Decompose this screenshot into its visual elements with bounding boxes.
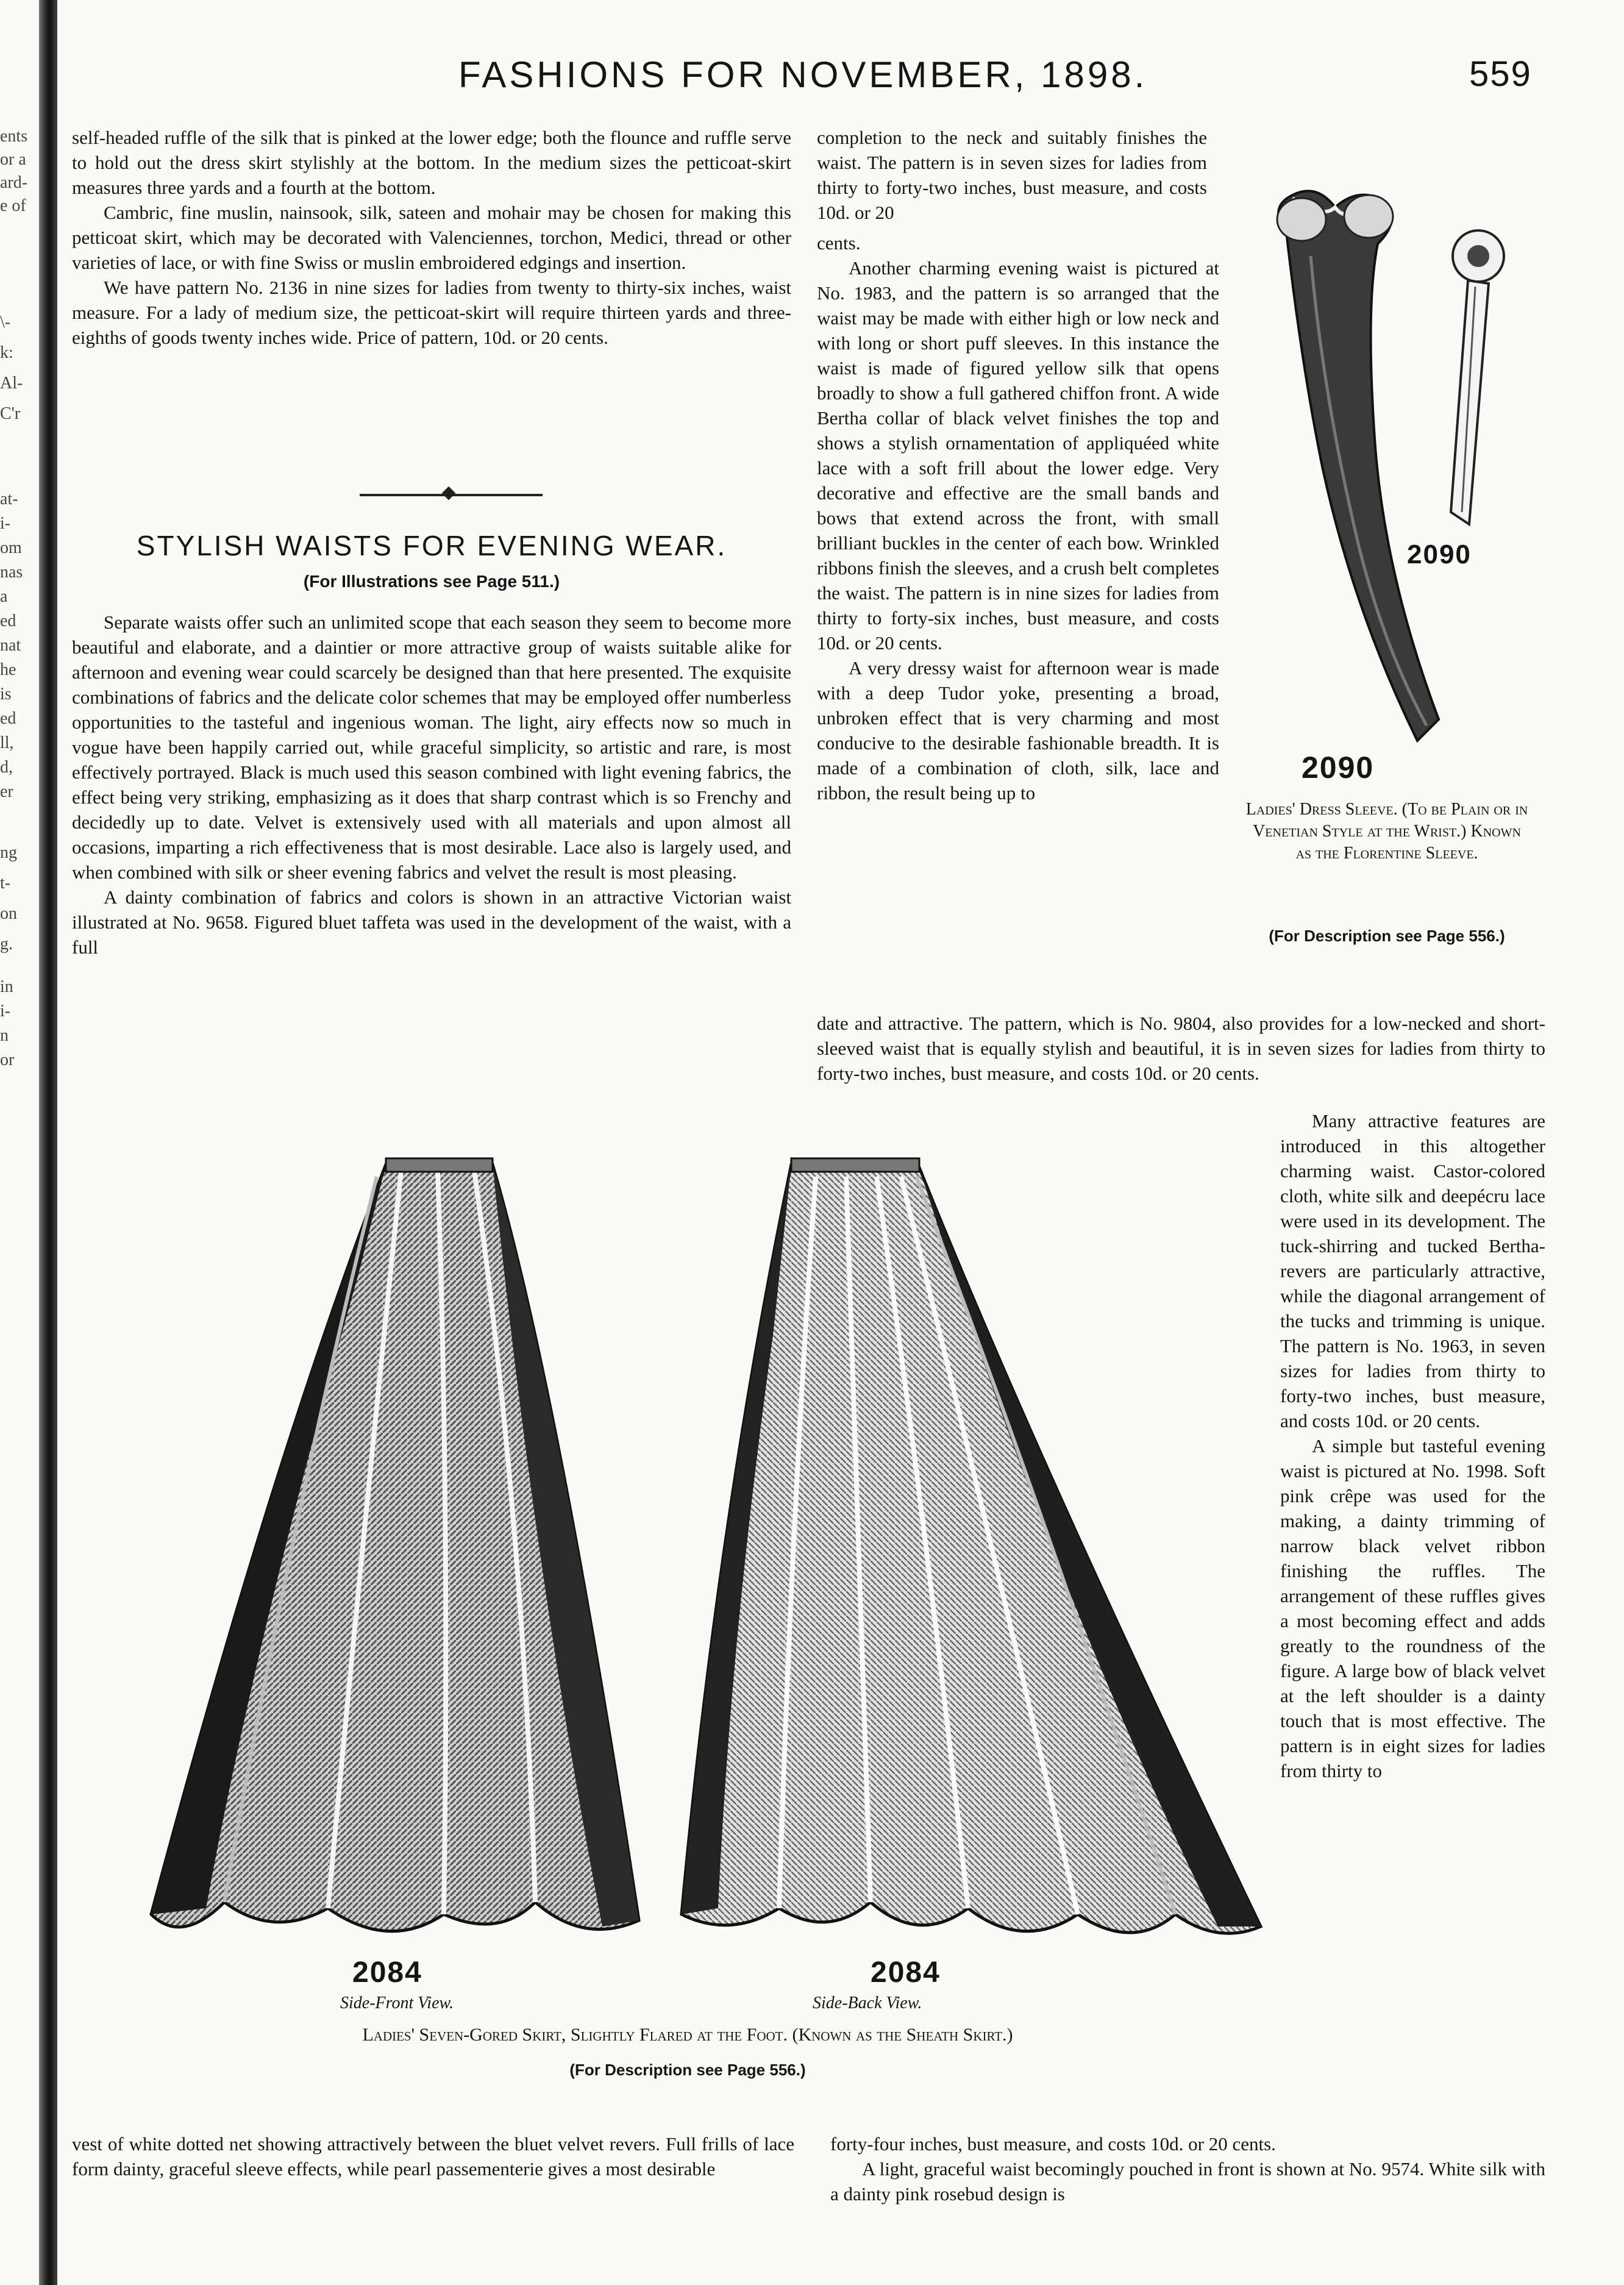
footer-right-column	[830, 2131, 1545, 2206]
paragraph: A light, graceful waist becomingly pouched in front is shown at No. 9574. White silk with a dainty pink rosebud design is	[830, 2158, 1545, 2205]
paragraph: We have pattern No. 2136 in nine sizes for ladies from twenty to thirty-six inches, waist measure. For a lady of medium size, the petticoat-skirt will require thirteen yards and three-eighths of goods twenty inches wide. Price of pattern, 10d. or 20 cents.	[72, 277, 791, 348]
gutter-fragment: C'r	[0, 404, 21, 423]
figure-reference: (For Description see Page 556.)	[1269, 927, 1505, 945]
skirt-illustration	[72, 1152, 1267, 1969]
paragraph: cents.	[817, 232, 861, 254]
gutter-fragment: or	[0, 1050, 15, 1069]
view-label-front: Side-Front View.	[340, 1994, 454, 2012]
paragraph: Many attractive features are introduced in this altogether charming waist. Castor-colored cloth, white silk and deepécru lace were used in its development. The tuck-shirring and tucked Bertha-revers are particularly attractive, while the diagonal arrangement of the tucks and trimming is unique. The pattern is No. 1963, in seven sizes for ladies from thirty to forty-two inches, bust measure, and costs 10d. or 20 cents.	[1280, 1110, 1545, 1431]
gutter-fragment: t-	[0, 874, 11, 893]
gutter-fragment: ents	[0, 127, 28, 146]
figure-caption: Ladies' Seven-Gored Skirt, Slightly Flared at the Foot. (Known as the Sheath Skirt.)	[362, 2025, 1013, 2045]
gutter-fragment: in	[0, 977, 13, 996]
gutter-fragment: at-	[0, 490, 18, 508]
gutter-fragment: er	[0, 782, 13, 801]
gutter-fragment: on	[0, 904, 17, 923]
paragraph: date and attractive. The pattern, which is No. 9804, also provides for a low-necked and short-sleeved waist that is equally stylish and beautiful, it is in seven sizes for ladies from thirty to forty-two inches, bust measure, and costs 10d. or 20 cents.	[817, 1013, 1545, 1084]
gutter-fragment: k:	[0, 343, 13, 362]
paragraph: Separate waists offer such an unlimited scope that each season they seem to become more beautiful and elaborate, and a daintier or more attractive group of waists suitable alike for afternoon and evening wear could scarcely be designed than that here presented. The exquisite combinations of fabrics and the delicate color schemes that may be employed offer numberless opportunities to the tasteful and ingenious woman. The light, airy effects now so much in vogue have been happily carried out, while graceful simplicity, so artistic and rare, is most effectively portrayed. Black is much used this season combined with light evening fabrics, the effect being very striking, emphasizing as it does that sharp contrast which is so Frenchy and decidedly up to date. Velvet is extensively used with all materials and upon almost all occasions, imparting a rich effectiveness that is most desirable. Lace also is largely used, and when combined with silk or sheer evening fabrics and velvet the result is most pleasing.	[72, 611, 791, 883]
gutter-fragment: \-	[0, 313, 11, 332]
figure-reference: (For Description see Page 556.)	[569, 2061, 806, 2079]
figure-number: 2090	[1407, 540, 1472, 569]
gutter-fragment: is	[0, 685, 12, 704]
gutter-fragment: nat	[0, 636, 21, 655]
gutter-fragment: om	[0, 538, 22, 557]
figure-number-front: 2084	[352, 1956, 422, 1989]
footer-left-column	[72, 2131, 794, 2181]
section-divider	[360, 494, 543, 496]
gutter-fragment: ng	[0, 843, 17, 862]
paragraph: Another charming evening waist is pictured at No. 1983, and the pattern is so arranged that the waist may be made with either high or low neck and with long or short puff sleeves. In this instance the waist is made of figured yellow silk that opens broadly to show a full gathered chiffon front. A wide Bertha collar of black velvet finishes the top and shows a stylish ornamentation of appliquéed white lace with a soft frill about the lower edge. Very decorative and effective are the small bands and bows that extend across the front, with small brilliant buckles in the center of each bow. Wrinkled ribbons finish the sleeves, and a crush belt completes the waist. The pattern is in nine sizes for ladies from thirty to forty-six inches, bust measure, and costs 10d. or 20 cents.	[817, 257, 1219, 654]
paragraph: completion to the neck and suitably finishes the waist. The pattern is in seven sizes for ladies from thirty to forty-two inches, bust measure, and costs 10d. or 20	[817, 127, 1207, 223]
gutter-fragment: he	[0, 660, 16, 679]
gutter-fragment: ard-	[0, 173, 28, 192]
paragraph: A very dressy waist for afternoon wear is made with a deep Tudor yoke, presenting a broad, unbroken effect that is very charming and most conducive to the desirable fashionable breadth. It is made of a combination of cloth, silk, lace and ribbon, the result being up to	[817, 657, 1219, 804]
gutter-fragment: ed	[0, 709, 16, 728]
figure-caption: Ladies' Dress Sleeve. (To be Plain or in Venetian Style at the Wrist.) Known as the Florentine Sleeve.	[1245, 800, 1528, 863]
gutter-fragment: Al-	[0, 374, 23, 393]
right-column-narrow	[817, 230, 1219, 805]
section-reference: (For Illustrations see Page 511.)	[303, 572, 560, 591]
gutter-fragment: i-	[0, 514, 11, 533]
binding-shadow	[39, 0, 57, 2285]
skirt-figure	[72, 1152, 1267, 2109]
section-title: STYLISH WAISTS FOR EVENING WEAR.	[136, 530, 727, 561]
view-label-back: Side-Back View.	[813, 1994, 922, 2012]
right-column-beside-figure	[1280, 1108, 1545, 1783]
gutter-fragment: or a	[0, 150, 26, 169]
paragraph: Cambric, fine muslin, nainsook, silk, sateen and mohair may be chosen for making this petticoat skirt, which may be decorated with Valenciennes, torchon, Medici, thread or other varieties of lace, or with fine Swiss or muslin embroidered edgings and insertion.	[72, 202, 791, 273]
sleeve-illustration	[1244, 183, 1548, 762]
gutter-fragment: ed	[0, 611, 16, 630]
gutter-fragment: ll,	[0, 733, 14, 752]
paragraph: vest of white dotted net showing attractively between the bluet velvet revers. Full frills of lace form dainty, graceful sleeve effects, while pearl passementerie gives a most desirable	[72, 2133, 794, 2180]
paragraph: self-headed ruffle of the silk that is pinked at the lower edge; both the flounce and ruffle serve to hold out the dress skirt stylishly at the bottom. In the medium sizes the petticoat-skirt measures three yards and a fourth at the bottom.	[72, 127, 791, 198]
gutter-fragment: i-	[0, 1002, 11, 1021]
left-column-section	[72, 610, 791, 960]
figure-number: 2090	[1302, 750, 1375, 785]
running-head-title: FASHIONS FOR NOVEMBER, 1898.	[458, 54, 1148, 95]
gutter-fragment: e of	[0, 196, 26, 215]
figure-number-back: 2084	[871, 1956, 941, 1989]
gutter-fragment: d,	[0, 758, 13, 777]
page-gutter	[0, 0, 68, 2285]
gutter-fragment: g.	[0, 935, 13, 954]
page-number: 559	[1469, 54, 1532, 94]
running-head	[0, 54, 1624, 102]
gutter-fragment: n	[0, 1026, 9, 1045]
paragraph: forty-four inches, bust measure, and costs 10d. or 20 cents.	[830, 2133, 1276, 2155]
paragraph: A simple but tasteful evening waist is pictured at No. 1998. Soft pink crêpe was used for the making, a dainty trimming of narrow black velvet ribbon finishing the ruffles. The arrangement of these ruffles gives a most becoming effect and adds greatly to the roundness of the figure. A large bow of black velvet at the left shoulder is a dainty touch that is most effective. The pattern is in eight sizes for ladies from thirty to	[1280, 1435, 1545, 1781]
gutter-fragment: a	[0, 587, 8, 606]
gutter-fragment: nas	[0, 563, 23, 582]
left-column	[72, 125, 791, 350]
sleeve-figure	[1244, 183, 1548, 1036]
paragraph: A dainty combination of fabrics and colors is shown in an attractive Victorian waist illustrated at No. 9658. Figured bluet taffeta was used in the development of the waist, with a full	[72, 886, 791, 958]
